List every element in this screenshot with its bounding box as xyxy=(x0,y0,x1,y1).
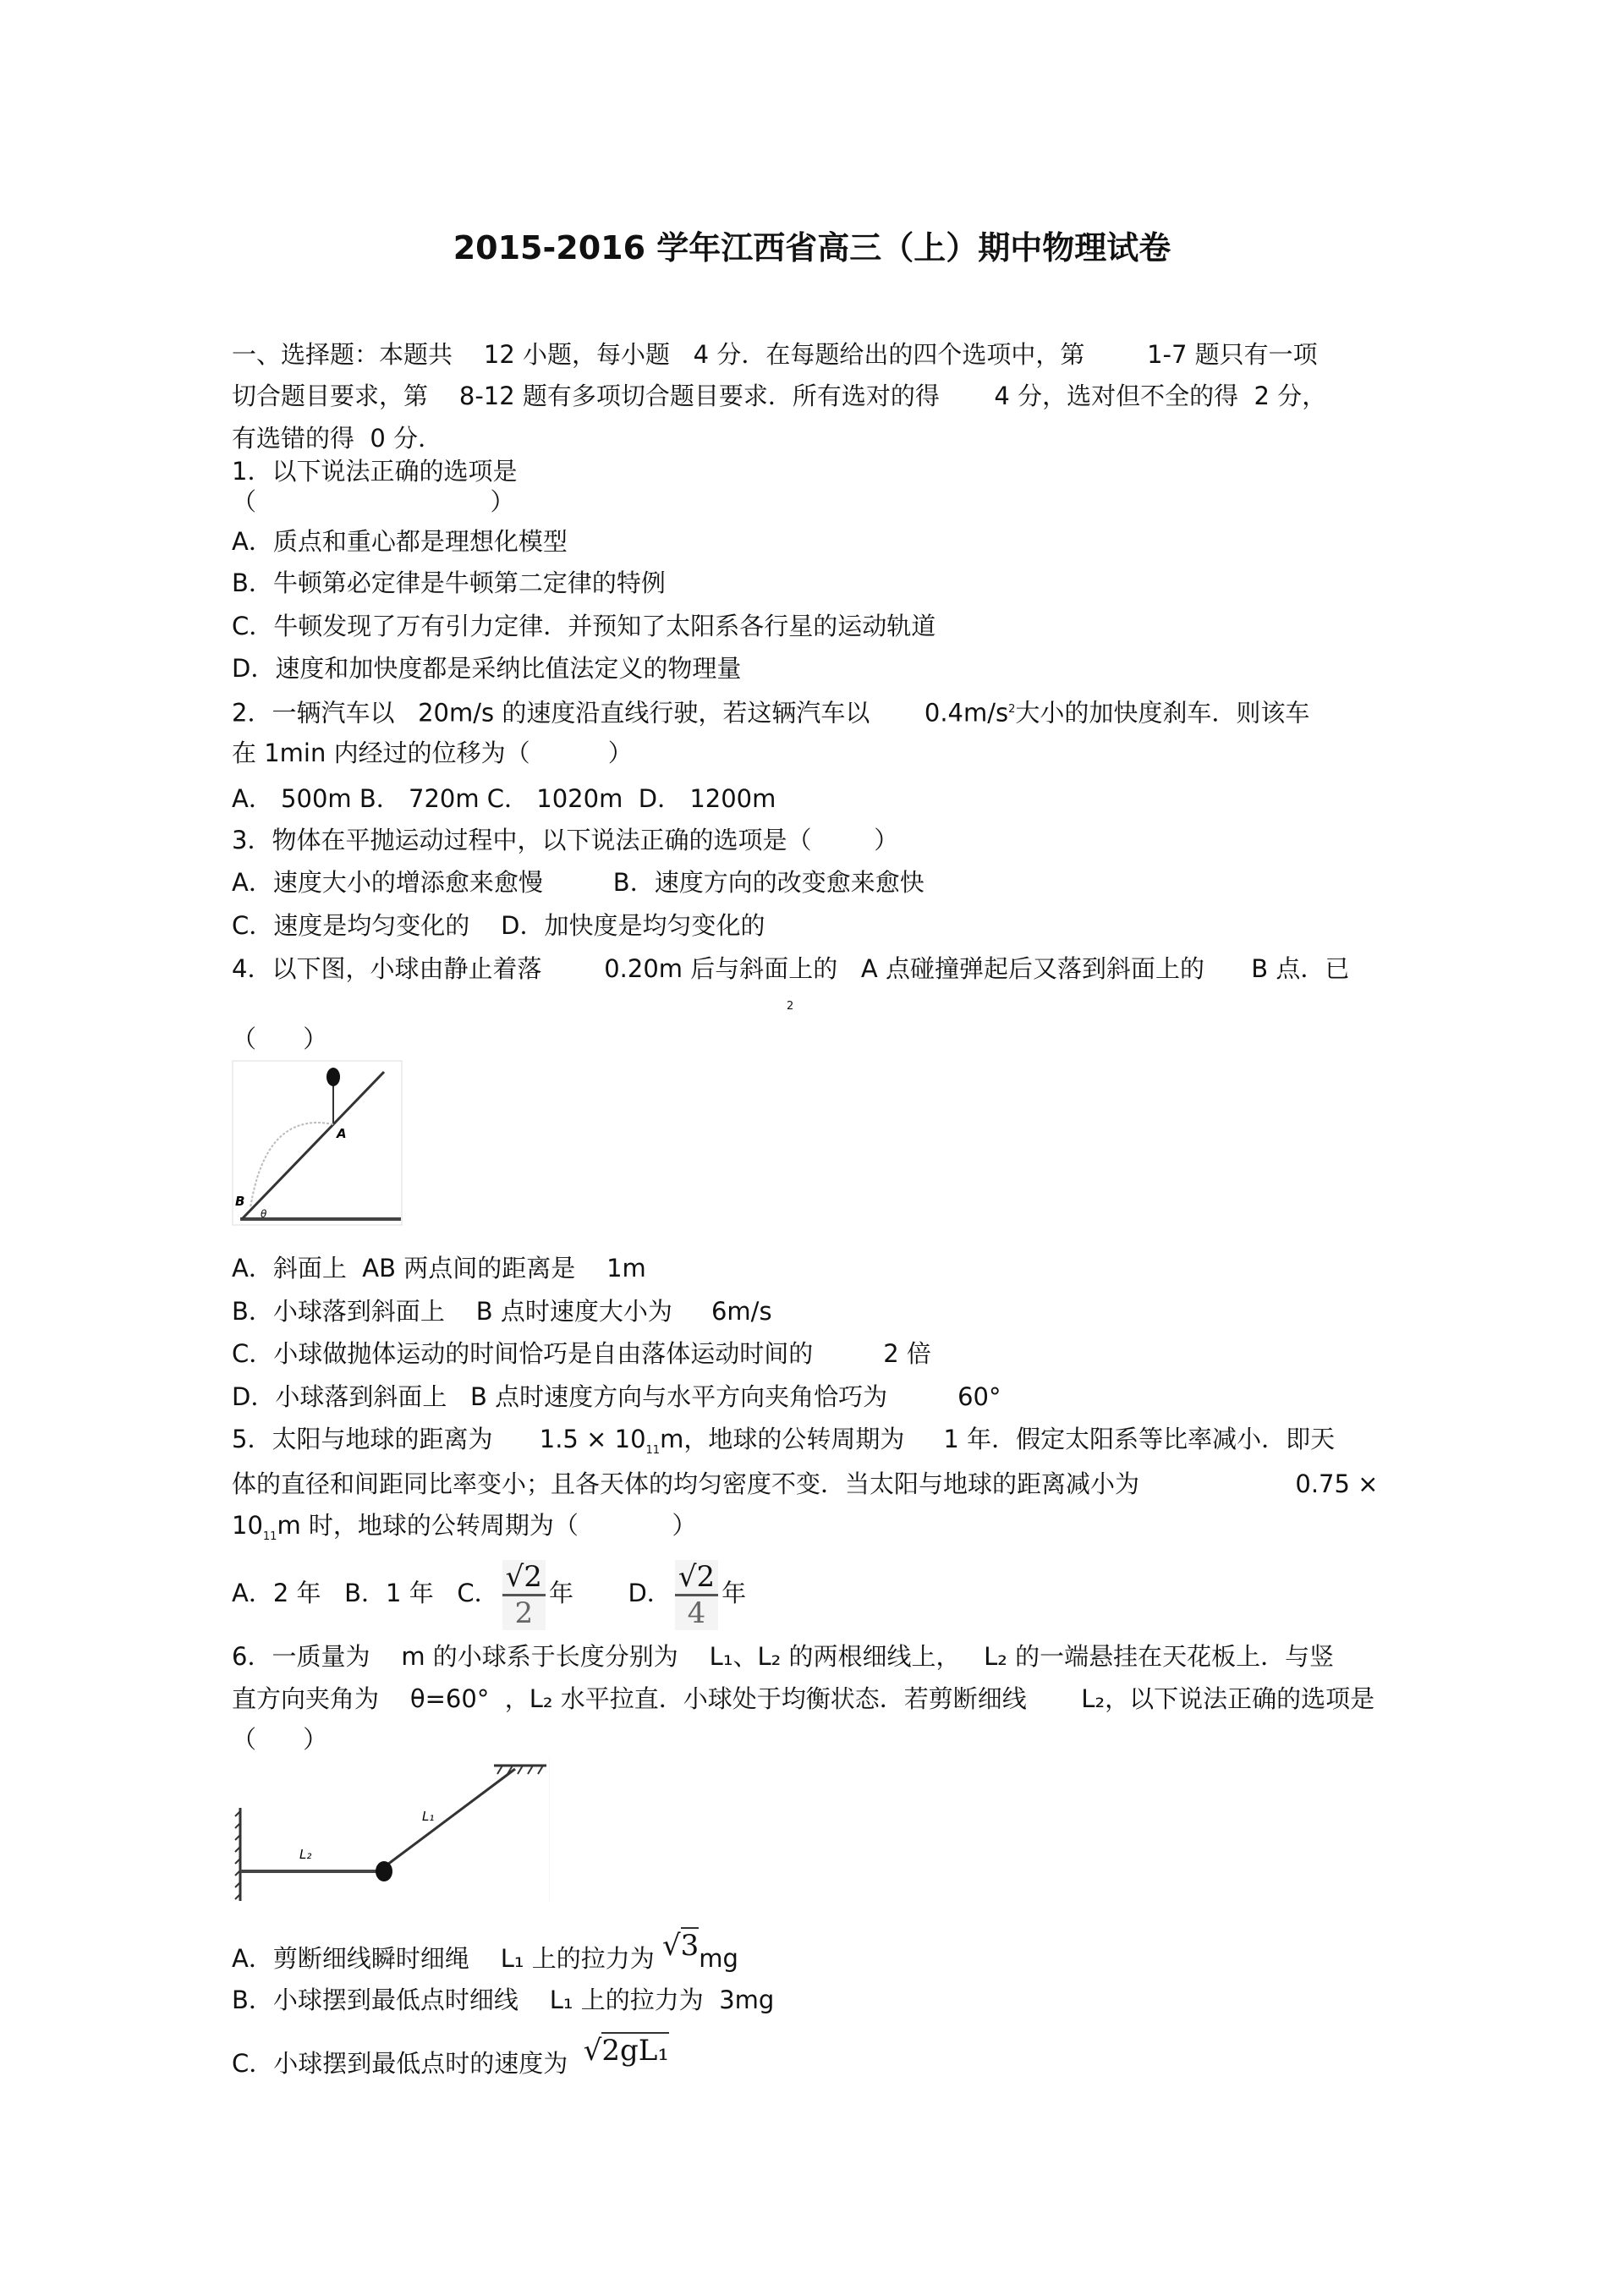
q4-stem: 4．以下图，小球由静止着落 0.20m 后与斜面上的 A 点碰撞弹起后又落到斜面上的 B 点．已 xyxy=(232,954,1350,983)
sqrt-expression: √3 xyxy=(661,1929,700,1963)
frac-num: √2 xyxy=(502,1560,546,1596)
q1-option-b: B．牛顿第必定律是牛顿第二定律的特例 xyxy=(232,569,666,597)
q6-answer-paren: （ ） xyxy=(232,1725,328,1754)
q4-option-a: A．斜面上 AB 两点间的距离是 1m xyxy=(232,1254,646,1283)
q5-fraction-d xyxy=(675,1560,718,1630)
q2-options: A． 500m B． 720m C． 1020m D． 1200m xyxy=(232,784,776,813)
q5-option-d: D． xyxy=(573,1579,672,1607)
q5-line1 xyxy=(232,1424,1335,1466)
q1-option-a: A．质点和重心都是理想化模型 xyxy=(232,527,568,556)
q6-option-a xyxy=(232,1929,738,1974)
label-l2: L₂ xyxy=(299,1847,312,1862)
q5-l3b: m 时，地球的公转周期为（ ） xyxy=(277,1511,697,1540)
frac-den: 4 xyxy=(687,1596,706,1630)
q5-options xyxy=(232,1555,746,1631)
q5-l1b: m，地球的公转周期为 1 年．假定太阳系等比率减小．即天 xyxy=(660,1425,1336,1453)
q4-incline-figure xyxy=(232,1060,403,1226)
frac-den: 2 xyxy=(514,1596,534,1630)
radicand: 3 xyxy=(680,1929,700,1963)
q2-stem-line2: 在 1min 内经过的位移为（ ） xyxy=(232,739,633,767)
label-b: B xyxy=(235,1194,245,1209)
label-theta: θ xyxy=(261,1208,267,1220)
q5-options-ab: A．2 年 B．1 年 C． xyxy=(232,1579,499,1607)
instructions-line: 有选错的得 0 分． xyxy=(232,424,443,453)
q2-stem-a: 2．一辆汽车以 20m/s 的速度沿直线行驶，若这辆汽车以 0.4m/s xyxy=(232,698,1009,728)
label-a: A xyxy=(337,1126,347,1141)
q6-line2: 直方向夹角为 θ=60° ，L₂ 水平拉直．小球处于均衡状态．若剪断细线 L₂，以下说法正确的选项是 xyxy=(232,1684,1375,1713)
instructions-line: 切合题目要求，第 8-12 题有多项切合题目要求．所有选对的得 4 分，选对但不全的得 2 分， xyxy=(232,382,1327,410)
q5-line2: 体的直径和间距同比率变小；且各天体的均匀密度不变．当太阳与地球的距离减小为 0.75 × xyxy=(232,1469,1379,1498)
q1-option-d: D．速度和加快度都是采纳比值法定义的物理量 xyxy=(232,654,742,683)
q4-option-b: B．小球落到斜面上 B 点时速度大小为 6m/s xyxy=(232,1297,772,1326)
q4-option-d: D．小球落到斜面上 B 点时速度方向与水平方向夹角恰巧为 60° xyxy=(232,1382,1001,1411)
ball-icon xyxy=(326,1068,340,1086)
q5-fraction-c xyxy=(502,1560,546,1630)
q6-option-c xyxy=(232,2034,669,2079)
q5-exp1: 11 xyxy=(645,1443,661,1457)
ball-icon xyxy=(376,1861,392,1881)
q4-stray-mark: 2 xyxy=(787,1000,794,1013)
radicand: 2gL₁ xyxy=(601,2034,669,2068)
q2-superscript: 2 xyxy=(1008,703,1016,716)
q2-stem-b: 大小的加快度刹车．则该车 xyxy=(1015,698,1310,728)
unit: mg xyxy=(699,1944,738,1973)
q5-exp2: 11 xyxy=(262,1530,277,1543)
q5-line3 xyxy=(232,1510,697,1552)
q2-stem xyxy=(232,695,1309,728)
q6-option-a-text: A．剪断细线瞬时细绳 L₁ 上的拉力为 xyxy=(232,1944,662,1973)
sqrt-expression: √2gL₁ xyxy=(583,2034,669,2068)
q6-pendulum-figure xyxy=(232,1757,550,1903)
q5-l1a: 5．太阳与地球的距离为 1.5 × 10 xyxy=(232,1425,646,1453)
page-title: 2015-2016 学年江西省高三（上）期中物理试卷 xyxy=(453,229,1171,266)
frac-num: √2 xyxy=(675,1560,718,1596)
instructions-line: 一、选择题：本题共 12 小题，每小题 4 分．在每题给出的四个选项中，第 1-7 题只有一项 xyxy=(232,340,1318,369)
q3-options-row1: A．速度大小的增添愈来愈慢 B．速度方向的改变愈来愈快 xyxy=(232,868,924,897)
q1-option-c: C．牛顿发现了万有引力定律．并预知了太阳系各行星的运动轨道 xyxy=(232,612,936,640)
q6-line1: 6．一质量为 m 的小球系于长度分别为 L₁、L₂ 的两根细线上， L₂ 的一端悬挂在天花板上．与竖 xyxy=(232,1642,1335,1671)
q6-option-b: B．小球摆到最低点时细线 L₁ 上的拉力为 3mg xyxy=(232,1986,775,2014)
q3-stem: 3．物体在平抛运动过程中，以下说法正确的选项是（ ） xyxy=(232,826,899,854)
q4-option-c: C．小球做抛体运动的时间恰巧是自由落体运动时间的 2 倍 xyxy=(232,1339,931,1368)
q5-unit: 年 xyxy=(721,1579,747,1607)
q5-l3a: 10 xyxy=(232,1511,263,1540)
q5-unit: 年 xyxy=(548,1579,573,1607)
q3-options-row2: C．速度是均匀变化的 D．加快度是均匀变化的 xyxy=(232,911,765,940)
q4-answer-paren: （ ） xyxy=(232,1024,328,1053)
q6-option-c-text: C．小球摆到最低点时的速度为 xyxy=(232,2049,584,2078)
q1-stem: 1．以下说法正确的选项是 xyxy=(232,457,518,486)
label-l1: L₁ xyxy=(422,1809,435,1824)
q1-answer-paren: （ ） xyxy=(232,487,515,516)
